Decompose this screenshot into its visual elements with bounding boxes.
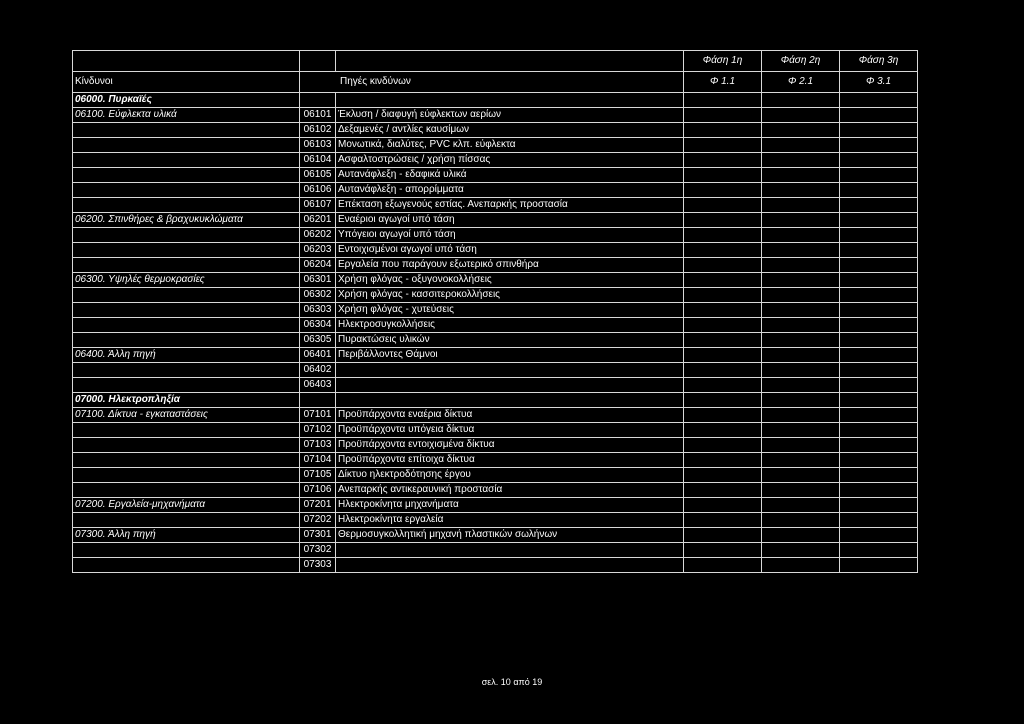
risk-cell bbox=[73, 243, 300, 258]
phase-1-cell bbox=[684, 543, 762, 558]
phase-2-cell bbox=[762, 183, 840, 198]
code-cell: 06201 bbox=[300, 213, 336, 228]
source-cell: Έκλυση / διαφυγή εύφλεκτων αερίων bbox=[336, 108, 684, 123]
code-cell: 07302 bbox=[300, 543, 336, 558]
source-cell bbox=[336, 393, 684, 408]
phase-1-cell bbox=[684, 498, 762, 513]
code-cell: 07102 bbox=[300, 423, 336, 438]
phase-1-cell bbox=[684, 363, 762, 378]
code-cell: 06106 bbox=[300, 183, 336, 198]
phase-1-cell bbox=[684, 153, 762, 168]
phase-2-cell bbox=[762, 378, 840, 393]
table-row bbox=[73, 108, 918, 123]
phase-2-cell bbox=[762, 513, 840, 528]
source-cell: Εντοιχισμένοι αγωγοί υπό τάση bbox=[336, 243, 684, 258]
header-row bbox=[73, 72, 918, 93]
source-cell: Αυτανάφλεξη - απορρίμματα bbox=[336, 183, 684, 198]
phase-3-cell bbox=[840, 558, 918, 573]
source-cell bbox=[336, 363, 684, 378]
table-row bbox=[73, 303, 918, 318]
phase-2-cell bbox=[762, 333, 840, 348]
phase-2-cell bbox=[762, 543, 840, 558]
header-row-top bbox=[73, 51, 918, 72]
table-row bbox=[73, 153, 918, 168]
source-cell: Προϋπάρχοντα εντοιχισμένα δίκτυα bbox=[336, 438, 684, 453]
phase-1-cell bbox=[684, 528, 762, 543]
phase-1-cell bbox=[684, 483, 762, 498]
phase-3-cell bbox=[840, 183, 918, 198]
code-cell: 06107 bbox=[300, 198, 336, 213]
table-row bbox=[73, 468, 918, 483]
risk-cell bbox=[73, 303, 300, 318]
phase-1-cell bbox=[684, 93, 762, 108]
risk-cell bbox=[73, 378, 300, 393]
phase-1-cell bbox=[684, 123, 762, 138]
code-cell: 06403 bbox=[300, 378, 336, 393]
phase-3-cell bbox=[840, 378, 918, 393]
code-cell: 07106 bbox=[300, 483, 336, 498]
code-cell: 06103 bbox=[300, 138, 336, 153]
phase-3-cell bbox=[840, 393, 918, 408]
risks-column-header: Κίνδυνοι bbox=[73, 72, 300, 93]
phase-3-cell bbox=[840, 408, 918, 423]
table-row bbox=[73, 258, 918, 273]
phase-2-cell bbox=[762, 108, 840, 123]
table-row bbox=[73, 453, 918, 468]
risk-cell bbox=[73, 258, 300, 273]
table-row bbox=[73, 93, 918, 108]
phase-3-cell bbox=[840, 318, 918, 333]
code-cell: 06402 bbox=[300, 363, 336, 378]
source-cell: Δίκτυο ηλεκτροδότησης έργου bbox=[336, 468, 684, 483]
phase-1-cell bbox=[684, 273, 762, 288]
phase-2-cell bbox=[762, 498, 840, 513]
code-cell: 07301 bbox=[300, 528, 336, 543]
code-cell: 06301 bbox=[300, 273, 336, 288]
code-cell: 06304 bbox=[300, 318, 336, 333]
code-cell: 06102 bbox=[300, 123, 336, 138]
phase-2-cell bbox=[762, 363, 840, 378]
risk-cell: 07100. Δίκτυα - εγκαταστάσεις bbox=[73, 408, 300, 423]
phase-3-cell bbox=[840, 498, 918, 513]
phase-1-cell bbox=[684, 558, 762, 573]
risk-cell bbox=[73, 543, 300, 558]
risk-cell bbox=[73, 513, 300, 528]
phase-1-cell bbox=[684, 288, 762, 303]
phase-2-cell bbox=[762, 93, 840, 108]
phase-1-cell bbox=[684, 423, 762, 438]
phase-2-cell bbox=[762, 153, 840, 168]
source-cell: Χρήση φλόγας - οξυγονοκολλήσεις bbox=[336, 273, 684, 288]
risk-cell bbox=[73, 138, 300, 153]
source-cell: Θερμοσυγκολλητική μηχανή πλαστικών σωλήνων bbox=[336, 528, 684, 543]
phase-2-cell bbox=[762, 438, 840, 453]
phase-2-header: Φάση 2η bbox=[762, 51, 840, 72]
phase-3-sub: Φ 3.1 bbox=[840, 72, 918, 93]
header-blank bbox=[73, 51, 300, 72]
risk-cell bbox=[73, 183, 300, 198]
phase-2-cell bbox=[762, 318, 840, 333]
table-row bbox=[73, 393, 918, 408]
source-cell: Ασφαλτοστρώσεις / χρήση πίσσας bbox=[336, 153, 684, 168]
source-cell: Ηλεκτροκίνητα μηχανήματα bbox=[336, 498, 684, 513]
risk-cell bbox=[73, 228, 300, 243]
code-cell: 07303 bbox=[300, 558, 336, 573]
phase-3-cell bbox=[840, 138, 918, 153]
source-cell bbox=[336, 378, 684, 393]
code-cell: 06203 bbox=[300, 243, 336, 258]
risk-cell: 07300. Άλλη πηγή bbox=[73, 528, 300, 543]
table-row bbox=[73, 423, 918, 438]
phase-2-cell bbox=[762, 453, 840, 468]
phase-1-cell bbox=[684, 408, 762, 423]
code-cell: 07105 bbox=[300, 468, 336, 483]
code-cell: 07103 bbox=[300, 438, 336, 453]
phase-2-cell bbox=[762, 288, 840, 303]
table-row bbox=[73, 513, 918, 528]
phase-2-cell bbox=[762, 483, 840, 498]
source-cell: Δεξαμενές / αντλίες καυσίμων bbox=[336, 123, 684, 138]
risk-cell: 06000. Πυρκαϊές bbox=[73, 93, 300, 108]
source-cell: Εναέριοι αγωγοί υπό τάση bbox=[336, 213, 684, 228]
phase-3-cell bbox=[840, 543, 918, 558]
phase-3-cell bbox=[840, 213, 918, 228]
source-cell: Προϋπάρχοντα επίτοιχα δίκτυα bbox=[336, 453, 684, 468]
header-blank bbox=[300, 51, 336, 72]
code-cell: 07104 bbox=[300, 453, 336, 468]
phase-1-cell bbox=[684, 243, 762, 258]
phase-1-cell bbox=[684, 438, 762, 453]
table-row bbox=[73, 288, 918, 303]
phase-3-cell bbox=[840, 153, 918, 168]
table-row bbox=[73, 498, 918, 513]
phase-1-cell bbox=[684, 198, 762, 213]
phase-2-cell bbox=[762, 258, 840, 273]
code-cell bbox=[300, 93, 336, 108]
phase-3-cell bbox=[840, 123, 918, 138]
header-blank bbox=[336, 51, 684, 72]
risk-cell: 07000. Ηλεκτροπληξία bbox=[73, 393, 300, 408]
table-row bbox=[73, 198, 918, 213]
phase-3-cell bbox=[840, 108, 918, 123]
phase-1-cell bbox=[684, 258, 762, 273]
risk-cell: 06300. Υψηλές θερμοκρασίες bbox=[73, 273, 300, 288]
phase-3-cell bbox=[840, 93, 918, 108]
source-cell: Χρήση φλόγας - κασσιτεροκολλήσεις bbox=[336, 288, 684, 303]
phase-3-cell bbox=[840, 483, 918, 498]
code-cell: 06104 bbox=[300, 153, 336, 168]
phase-1-cell bbox=[684, 378, 762, 393]
risk-cell bbox=[73, 468, 300, 483]
phase-2-cell bbox=[762, 138, 840, 153]
phase-3-cell bbox=[840, 513, 918, 528]
risk-cell: 06200. Σπινθήρες & βραχυκυκλώματα bbox=[73, 213, 300, 228]
phase-1-cell bbox=[684, 138, 762, 153]
phase-1-cell bbox=[684, 168, 762, 183]
phase-3-cell bbox=[840, 273, 918, 288]
source-cell: Ηλεκτροσυγκολλήσεις bbox=[336, 318, 684, 333]
source-cell: Υπόγειοι αγωγοί υπό τάση bbox=[336, 228, 684, 243]
phase-1-cell bbox=[684, 453, 762, 468]
phase-3-cell bbox=[840, 363, 918, 378]
risk-cell: 07200. Εργαλεία-μηχανήματα bbox=[73, 498, 300, 513]
phase-3-cell bbox=[840, 198, 918, 213]
table-row bbox=[73, 213, 918, 228]
phase-1-cell bbox=[684, 348, 762, 363]
source-cell: Εργαλεία που παράγουν εξωτερικό σπινθήρα bbox=[336, 258, 684, 273]
phase-1-cell bbox=[684, 228, 762, 243]
code-cell: 06105 bbox=[300, 168, 336, 183]
table-row bbox=[73, 408, 918, 423]
phase-1-cell bbox=[684, 468, 762, 483]
risk-cell bbox=[73, 333, 300, 348]
table-row bbox=[73, 438, 918, 453]
risk-cell bbox=[73, 318, 300, 333]
phase-2-cell bbox=[762, 168, 840, 183]
code-cell: 07202 bbox=[300, 513, 336, 528]
phase-3-cell bbox=[840, 303, 918, 318]
source-cell: Προϋπάρχοντα εναέρια δίκτυα bbox=[336, 408, 684, 423]
source-cell: Πυρακτώσεις υλικών bbox=[336, 333, 684, 348]
phase-1-cell bbox=[684, 213, 762, 228]
risk-cell bbox=[73, 123, 300, 138]
phase-3-cell bbox=[840, 258, 918, 273]
phase-1-header: Φάση 1η bbox=[684, 51, 762, 72]
phase-2-cell bbox=[762, 213, 840, 228]
table-row bbox=[73, 528, 918, 543]
code-cell: 06302 bbox=[300, 288, 336, 303]
table-row bbox=[73, 348, 918, 363]
risk-cell bbox=[73, 483, 300, 498]
risk-cell: 06100. Εύφλεκτα υλικά bbox=[73, 108, 300, 123]
source-cell: Προϋπάρχοντα υπόγεια δίκτυα bbox=[336, 423, 684, 438]
phase-3-cell bbox=[840, 438, 918, 453]
risk-cell bbox=[73, 453, 300, 468]
phase-1-cell bbox=[684, 108, 762, 123]
risk-cell bbox=[73, 423, 300, 438]
sources-column-header: Πηγές κινδύνων bbox=[300, 72, 684, 93]
phase-1-cell bbox=[684, 513, 762, 528]
phase-1-cell bbox=[684, 183, 762, 198]
source-cell: Περιβάλλοντες Θάμνοι bbox=[336, 348, 684, 363]
phase-3-header: Φάση 3η bbox=[840, 51, 918, 72]
code-cell: 06305 bbox=[300, 333, 336, 348]
phase-2-cell bbox=[762, 468, 840, 483]
phase-3-cell bbox=[840, 528, 918, 543]
code-cell: 06202 bbox=[300, 228, 336, 243]
phase-3-cell bbox=[840, 288, 918, 303]
table-row bbox=[73, 333, 918, 348]
risk-cell bbox=[73, 198, 300, 213]
risk-cell bbox=[73, 153, 300, 168]
source-cell: Ηλεκτροκίνητα εργαλεία bbox=[336, 513, 684, 528]
phase-2-cell bbox=[762, 303, 840, 318]
phase-3-cell bbox=[840, 453, 918, 468]
phase-2-cell bbox=[762, 393, 840, 408]
table-row bbox=[73, 123, 918, 138]
phase-2-cell bbox=[762, 408, 840, 423]
risk-cell: 06400. Άλλη πηγή bbox=[73, 348, 300, 363]
phase-3-cell bbox=[840, 333, 918, 348]
code-cell: 07101 bbox=[300, 408, 336, 423]
phase-2-cell bbox=[762, 228, 840, 243]
phase-1-cell bbox=[684, 333, 762, 348]
page-number: σελ. 10 από 19 bbox=[481, 677, 543, 687]
table-row bbox=[73, 378, 918, 393]
source-cell: Μονωτικά, διαλύτες, PVC κλπ. εύφλεκτα bbox=[336, 138, 684, 153]
source-cell bbox=[336, 543, 684, 558]
table-row bbox=[73, 183, 918, 198]
table-row bbox=[73, 243, 918, 258]
phase-3-cell bbox=[840, 168, 918, 183]
table-row bbox=[73, 138, 918, 153]
code-cell: 06303 bbox=[300, 303, 336, 318]
code-cell bbox=[300, 393, 336, 408]
risk-cell bbox=[73, 558, 300, 573]
code-cell: 07201 bbox=[300, 498, 336, 513]
phase-1-cell bbox=[684, 318, 762, 333]
table-row bbox=[73, 168, 918, 183]
table-row bbox=[73, 483, 918, 498]
phase-1-cell bbox=[684, 393, 762, 408]
source-cell bbox=[336, 93, 684, 108]
code-cell: 06401 bbox=[300, 348, 336, 363]
table-row bbox=[73, 273, 918, 288]
source-cell: Χρήση φλόγας - χυτεύσεις bbox=[336, 303, 684, 318]
code-cell: 06204 bbox=[300, 258, 336, 273]
phase-3-cell bbox=[840, 468, 918, 483]
phase-2-cell bbox=[762, 348, 840, 363]
risk-cell bbox=[73, 288, 300, 303]
risk-cell bbox=[73, 168, 300, 183]
table-row bbox=[73, 228, 918, 243]
table-row bbox=[73, 543, 918, 558]
phase-3-cell bbox=[840, 348, 918, 363]
phase-2-cell bbox=[762, 198, 840, 213]
phase-2-sub: Φ 2.1 bbox=[762, 72, 840, 93]
table-row bbox=[73, 318, 918, 333]
risk-table bbox=[72, 50, 918, 573]
source-cell: Ανεπαρκής αντικεραυνική προστασία bbox=[336, 483, 684, 498]
table-row bbox=[73, 363, 918, 378]
phase-2-cell bbox=[762, 423, 840, 438]
code-cell: 06101 bbox=[300, 108, 336, 123]
phase-2-cell bbox=[762, 273, 840, 288]
phase-2-cell bbox=[762, 528, 840, 543]
risk-cell bbox=[73, 363, 300, 378]
phase-3-cell bbox=[840, 228, 918, 243]
phase-1-cell bbox=[684, 303, 762, 318]
phase-3-cell bbox=[840, 243, 918, 258]
phase-2-cell bbox=[762, 558, 840, 573]
source-cell: Επέκταση εξωγενούς εστίας. Ανεπαρκής προστασία bbox=[336, 198, 684, 213]
phase-3-cell bbox=[840, 423, 918, 438]
source-cell: Αυτανάφλεξη - εδαφικά υλικά bbox=[336, 168, 684, 183]
source-cell bbox=[336, 558, 684, 573]
phase-2-cell bbox=[762, 243, 840, 258]
table-row bbox=[73, 558, 918, 573]
phase-1-sub: Φ 1.1 bbox=[684, 72, 762, 93]
risk-cell bbox=[73, 438, 300, 453]
phase-2-cell bbox=[762, 123, 840, 138]
